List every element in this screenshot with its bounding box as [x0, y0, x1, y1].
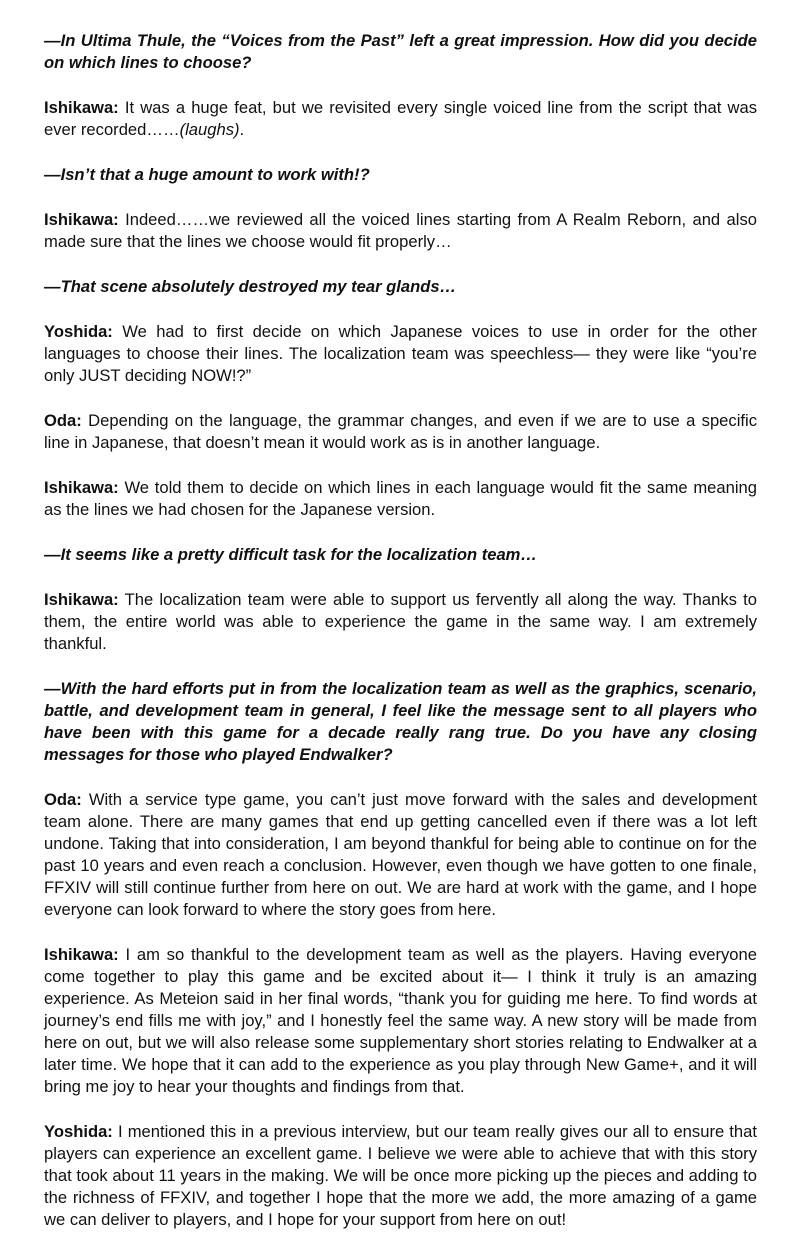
answer-text: The localization team were able to support us fervently all along the way. Thanks to them, the entire world was able to experience the game in the same way. I am extremely thankful. [44, 590, 757, 653]
interview-page [44, 30, 757, 1254]
answer-ishikawa-4 [44, 589, 757, 655]
question-closing-messages: —With the hard efforts put in from the localization team as well as the graphics, scenario, battle, and development team in general, I feel like the message sent to all players who have been with this game for a decade really rang true. Do you have any closing messages for those who played Endwalker? [44, 679, 757, 764]
speaker-name: Ishikawa: [44, 945, 119, 964]
speaker-name: Yoshida: [44, 1122, 113, 1141]
answer-ishikawa-3 [44, 477, 757, 521]
speaker-name: Oda: [44, 790, 82, 809]
answer-oda-2 [44, 789, 757, 921]
answer-text: Indeed……we reviewed all the voiced lines starting from A Realm Reborn, and also made sure that the lines we choose would fit properly… [44, 210, 757, 251]
answer-text: It was a huge feat, but we revisited every single voiced line from the script that was ever recorded…… [44, 98, 757, 139]
answer-text: I am so thankful to the development team as well as the players. Having everyone come together to play this game and be excited about it— I think it truly is an amazing experience. As Meteion said in her final words, “thank you for guiding me here. To find words at journey’s end fills me with joy,” and I honestly feel the same way. A new story will be made from here on out, but we will also release some supplementary short stories relating to Endwalker at a later time. We hope that it can add to the experience as you play through New Game+, and it will bring me joy to hear your thoughts and findings from that. [44, 945, 757, 1096]
question-huge-amount: —Isn’t that a huge amount to work with!? [44, 165, 370, 184]
question-tear-glands: —That scene absolutely destroyed my tear glands… [44, 277, 457, 296]
speaker-name: Ishikawa: [44, 478, 119, 497]
answer-text: With a service type game, you can’t just move forward with the sales and development team alone. There are many games that end up getting cancelled even if there was a lot left undone. Taking that into consideration, I am beyond thankful for being able to continue on for the past 10 years and even reach a conclusion. However, even though we have gotten to one finale, FFXIV will still continue further from here on out. We are hard at work with the game, and I hope everyone can look forward to where the story goes from here. [44, 790, 757, 919]
question-ultima-thule: —In Ultima Thule, the “Voices from the Past” left a great impression. How did you decide on which lines to choose? [44, 31, 757, 72]
answer-text: We had to first decide on which Japanese voices to use in order for the other languages to choose their lines. The localization team was speechless— they were like “you’re only JUST deciding NOW!?” [44, 322, 757, 385]
answer-italic-aside: (laughs) [179, 120, 240, 139]
speaker-name: Yoshida: [44, 322, 113, 341]
answer-oda-1 [44, 410, 757, 454]
answer-tail: . [239, 120, 245, 139]
answer-text: Depending on the language, the grammar changes, and even if we are to use a specific line in Japanese, that doesn’t mean it would work as is in another language. [44, 411, 757, 452]
speaker-name: Ishikawa: [44, 98, 119, 117]
speaker-name: Ishikawa: [44, 210, 119, 229]
answer-text: We told them to decide on which lines in each language would fit the same meaning as the lines we had chosen for the Japanese version. [44, 478, 757, 519]
question-localization-task: —It seems like a pretty difficult task for the localization team… [44, 545, 538, 564]
answer-yoshida-2 [44, 1121, 757, 1231]
speaker-name: Oda: [44, 411, 82, 430]
answer-text: I mentioned this in a previous interview, but our team really gives our all to ensure that players can experience an excellent game. I believe we were able to achieve that with this story that took about 11 years in the making. We will be once more picking up the pieces and adding to the richness of FFXIV, and together I hope that the more we add, the more amazing of a game we can deliver to players, and I hope for your support from here on out! [44, 1122, 757, 1229]
answer-yoshida-1 [44, 321, 757, 387]
speaker-name: Ishikawa: [44, 590, 119, 609]
answer-ishikawa-5 [44, 944, 757, 1098]
answer-ishikawa-1 [44, 97, 757, 141]
answer-ishikawa-2 [44, 209, 757, 253]
